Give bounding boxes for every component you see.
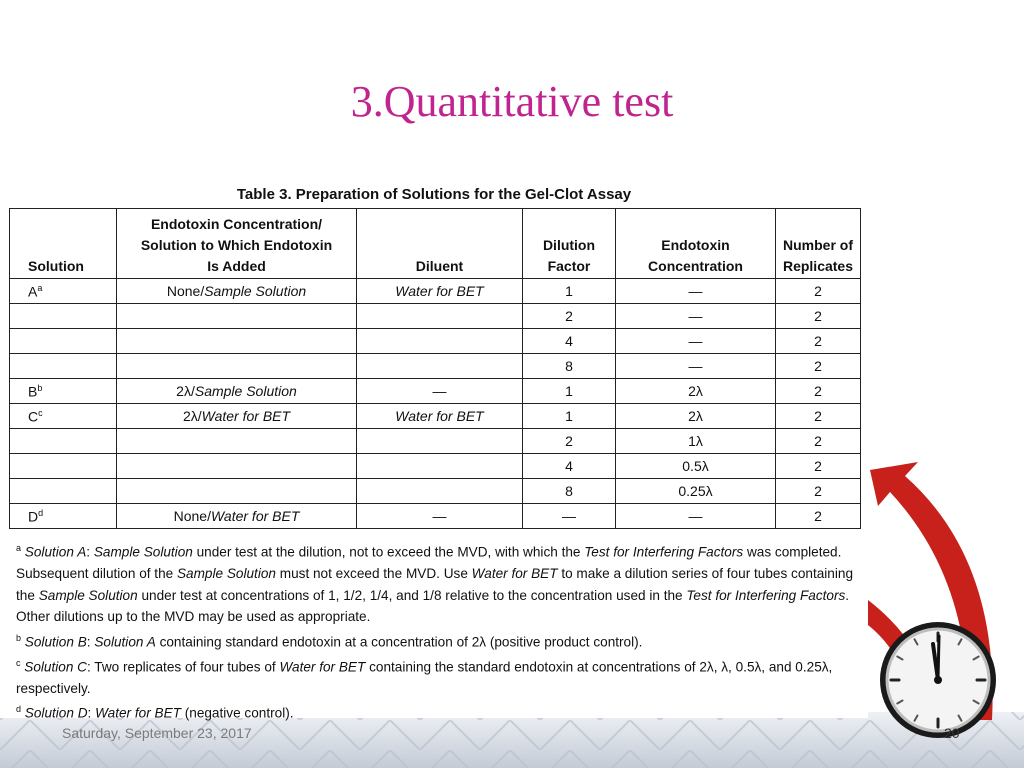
cell-replicates: 2: [776, 379, 861, 404]
cell-endotoxin-concentration: 1λ: [616, 429, 776, 454]
cell-diluent: [357, 429, 523, 454]
cell-replicates: 2: [776, 304, 861, 329]
cell-endotoxin-concentration: 2λ: [616, 404, 776, 429]
cell-endotoxin-solution: None/Sample Solution: [117, 279, 357, 304]
table-header-row: [10, 209, 861, 279]
cell-dilution-factor: 8: [523, 479, 616, 504]
cell-diluent: Water for BET: [357, 279, 523, 304]
cell-endotoxin-concentration: —: [616, 504, 776, 529]
cell-dilution-factor: 8: [523, 354, 616, 379]
table-footnotes: [16, 538, 856, 724]
cell-replicates: 2: [776, 354, 861, 379]
cell-diluent: [357, 479, 523, 504]
table-row: [10, 329, 861, 354]
slide-date: Saturday, September 23, 2017: [62, 725, 252, 741]
table-row: [10, 479, 861, 504]
cell-solution: [10, 329, 117, 354]
cell-endotoxin-solution: [117, 354, 357, 379]
cell-replicates: 2: [776, 404, 861, 429]
cell-dilution-factor: 2: [523, 304, 616, 329]
table-body: [10, 279, 861, 529]
footnote-b: $^b$ Solution B: Solution A containing standard endotoxin at a concentration of 2λ (positive product control).: [16, 632, 643, 650]
cell-endotoxin-solution: [117, 304, 357, 329]
cell-endotoxin-concentration: 0.25λ: [616, 479, 776, 504]
cell-solution: [10, 304, 117, 329]
table-caption: Table 3. Preparation of Solutions for the Gel-Clot Assay: [236, 186, 632, 203]
footnote-c: $^c$ Solution C: Two replicates of four tubes of Water for BET containing the standard endotoxin at concentrations of 2λ, λ, 0.5λ, and 0.25λ, respectively.: [16, 657, 833, 696]
table-row: [10, 379, 861, 404]
cell-endotoxin-concentration: —: [616, 279, 776, 304]
cell-solution: $B^b$: [10, 379, 117, 404]
cell-dilution-factor: 4: [523, 454, 616, 479]
cell-replicates: 2: [776, 504, 861, 529]
cell-endotoxin-solution: [117, 479, 357, 504]
cell-solution: [10, 454, 117, 479]
table-row: [10, 454, 861, 479]
cell-replicates: 2: [776, 479, 861, 504]
cell-endotoxin-concentration: 2λ: [616, 379, 776, 404]
header-endotoxin-concentration-solution: Endotoxin Concentration/ Solution to Which Endotoxin Is Added: [117, 209, 357, 279]
cell-diluent: [357, 304, 523, 329]
cell-dilution-factor: —: [523, 504, 616, 529]
cell-solution: [10, 429, 117, 454]
cell-dilution-factor: 1: [523, 279, 616, 304]
cell-diluent: [357, 354, 523, 379]
cell-replicates: 2: [776, 279, 861, 304]
cell-endotoxin-concentration: —: [616, 329, 776, 354]
cell-endotoxin-concentration: —: [616, 354, 776, 379]
cell-endotoxin-concentration: 0.5λ: [616, 454, 776, 479]
cell-endotoxin-solution: None/Water for BET: [117, 504, 357, 529]
cell-endotoxin-solution: 2λ/Water for BET: [117, 404, 357, 429]
cell-dilution-factor: 2: [523, 429, 616, 454]
gel-clot-assay-table: [9, 208, 861, 529]
table-row: [10, 354, 861, 379]
cell-endotoxin-concentration: —: [616, 304, 776, 329]
slide-page-number: 20: [944, 725, 960, 741]
cell-replicates: 2: [776, 329, 861, 354]
cell-diluent: [357, 454, 523, 479]
cell-endotoxin-solution: [117, 329, 357, 354]
cell-replicates: 2: [776, 454, 861, 479]
cell-diluent: —: [357, 504, 523, 529]
cell-solution: $A^a$: [10, 279, 117, 304]
footnote-d: $^d$ Solution D: Water for BET (negative control).: [16, 704, 294, 721]
cell-solution: [10, 479, 117, 504]
cell-diluent: Water for BET: [357, 404, 523, 429]
header-number-of-replicates: Number of Replicates: [776, 209, 861, 279]
slide-title: 3.Quantitative test: [350, 77, 674, 126]
cell-endotoxin-solution: [117, 454, 357, 479]
cell-replicates: 2: [776, 429, 861, 454]
table-row: [10, 304, 861, 329]
cell-endotoxin-solution: 2λ/Sample Solution: [117, 379, 357, 404]
cell-endotoxin-solution: [117, 429, 357, 454]
cell-solution: $C^c$: [10, 404, 117, 429]
clock-icon: [876, 618, 1000, 742]
cell-diluent: —: [357, 379, 523, 404]
table-row: [10, 279, 861, 304]
cell-dilution-factor: 1: [523, 379, 616, 404]
header-diluent: Diluent: [357, 209, 523, 279]
header-solution: Solution: [10, 209, 117, 279]
table-row: [10, 429, 861, 454]
cell-dilution-factor: 4: [523, 329, 616, 354]
header-dilution-factor: Dilution Factor: [523, 209, 616, 279]
cell-dilution-factor: 1: [523, 404, 616, 429]
cell-solution: $D^d$: [10, 504, 117, 529]
footnote-a: $^a$ Solution A: Sample Solution under test at the dilution, not to exceed the MVD, with which the Test for Interfering Factors was completed. Subsequent dilution of the Sample Solution must not exceed the MVD. Use Water for BET to make a dilution series of four tubes containing the Sample Solution under test at concentrations of 1, 1/2, 1/4, and 1/8 relative to the concentration used in the Test for Interfering Factors. Other dilutions up to the MVD may be used as appropriate.: [16, 543, 854, 625]
cell-diluent: [357, 329, 523, 354]
cell-solution: [10, 354, 117, 379]
table-row: [10, 404, 861, 429]
header-endotoxin-concentration: Endotoxin Concentration: [616, 209, 776, 279]
table-row: [10, 504, 861, 529]
